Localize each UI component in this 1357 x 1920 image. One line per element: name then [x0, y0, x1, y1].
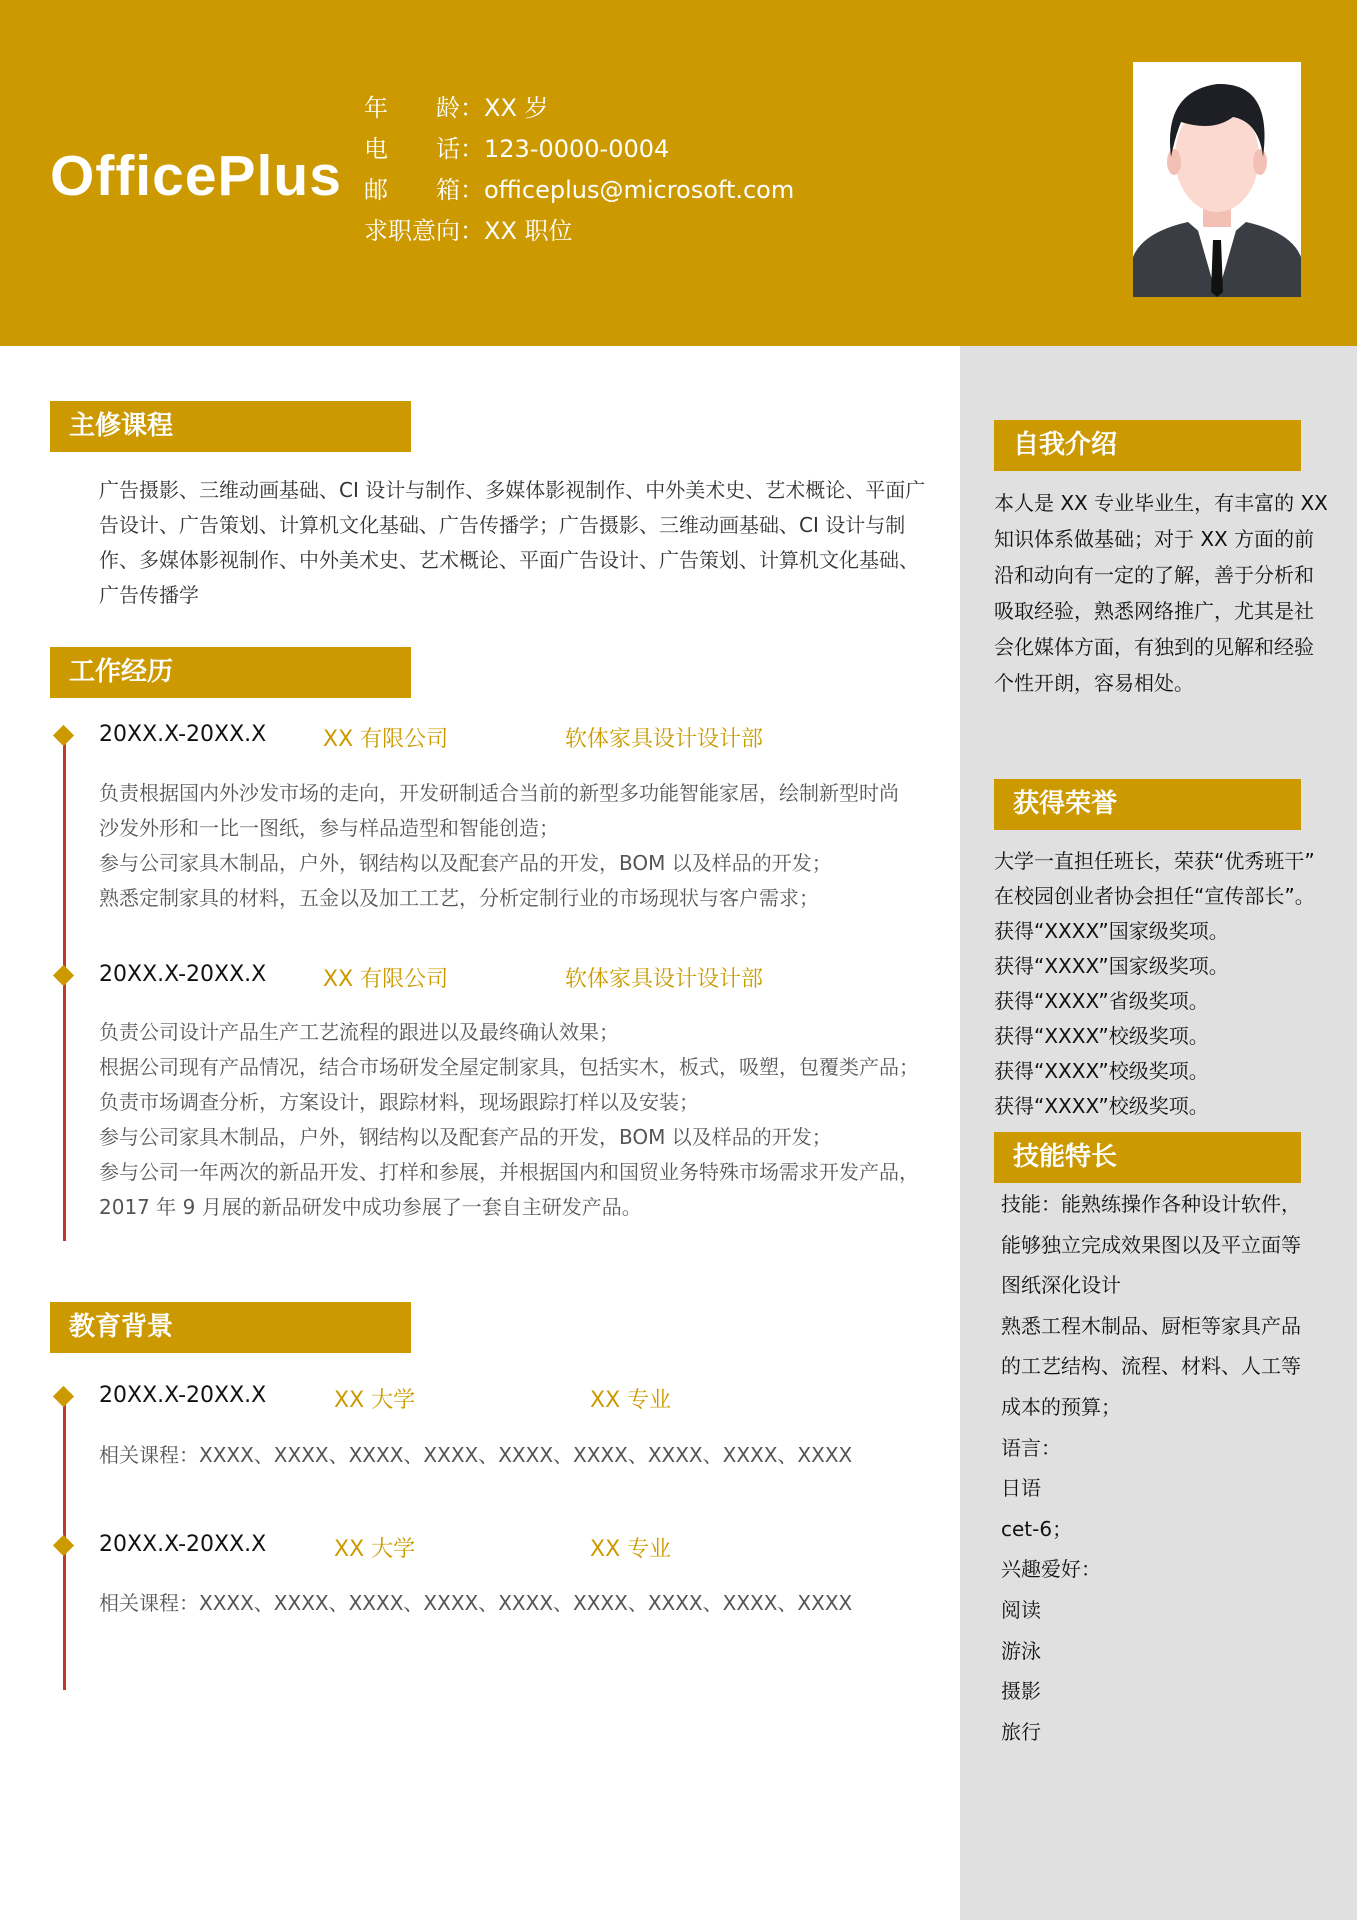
education-school: XX 大学	[334, 1388, 416, 1413]
info-row-phone	[364, 129, 794, 170]
work-company: XX 有限公司	[323, 967, 449, 992]
work-department: 软体家具设计设计部	[565, 727, 764, 752]
description-line: 负责市场调查分析，方案设计，跟踪材料，现场跟踪打样以及安装；	[99, 1090, 699, 1114]
honor-item: 获得“XXXX”省级奖项。	[994, 989, 1209, 1013]
section-title-about: 自我介绍	[994, 420, 1301, 471]
info-value: XX 岁	[484, 94, 549, 122]
work-date: 20XX.X-20XX.X	[99, 962, 267, 987]
description-line: 沙发外形和一比一图纸，参与样品造型和智能创造；	[99, 816, 559, 840]
info-label: 年 龄：	[364, 94, 484, 122]
education-major: XX 专业	[590, 1537, 672, 1562]
timeline-diamond-icon	[53, 965, 74, 986]
description-line: 负责根据国内外沙发市场的走向，开发研制适合当前的新型多功能智能家居，绘制新型时尚	[99, 781, 899, 805]
education-school: XX 大学	[334, 1537, 416, 1562]
description-line: 相关课程：XXXX、XXXX、XXXX、XXXX、XXXX、XXXX、XXXX、XXXX、XXXX	[99, 1443, 853, 1467]
about-line: 沿和动向有一定的了解，善于分析和	[994, 563, 1314, 587]
education-courses	[99, 1586, 929, 1621]
header-band	[0, 0, 1357, 346]
skill-line: 旅行	[1001, 1719, 1041, 1744]
work-description	[99, 776, 929, 916]
brand-name: OfficePlus	[50, 144, 342, 208]
education-courses	[99, 1438, 929, 1473]
profile-photo	[1133, 62, 1301, 297]
skill-line: 能够独立完成效果图以及平立面等	[1001, 1232, 1301, 1257]
description-line: 相关课程：XXXX、XXXX、XXXX、XXXX、XXXX、XXXX、XXXX、XXXX、XXXX	[99, 1591, 853, 1615]
avatar-icon	[1133, 62, 1301, 297]
info-value: 123-0000-0004	[484, 135, 670, 163]
info-value: XX 职位	[484, 217, 573, 245]
skill-line: cet-6；	[1001, 1516, 1073, 1541]
info-label: 电 话：	[364, 135, 484, 163]
about-line: 知识体系做基础；对于 XX 方面的前	[994, 527, 1315, 551]
description-line: 负责公司设计产品生产工艺流程的跟进以及最终确认效果；	[99, 1020, 619, 1044]
skills-list	[1001, 1184, 1341, 1752]
education-major: XX 专业	[590, 1388, 672, 1413]
info-label: 求职意向：	[364, 217, 484, 245]
section-title-education: 教育背景	[50, 1302, 411, 1353]
honor-item: 获得“XXXX”校级奖项。	[994, 1059, 1209, 1083]
info-label: 邮 箱：	[364, 176, 484, 204]
info-row-objective	[364, 211, 794, 252]
skill-line: 游泳	[1001, 1638, 1041, 1663]
section-title-honors: 获得荣誉	[994, 779, 1301, 830]
honor-item: 在校园创业者协会担任“宣传部长”。	[994, 884, 1315, 908]
work-department: 软体家具设计设计部	[565, 967, 764, 992]
description-line: 参与公司家具木制品，户外，钢结构以及配套产品的开发，BOM 以及样品的开发；	[99, 851, 832, 875]
timeline-diamond-icon	[53, 1386, 74, 1407]
honor-item: 获得“XXXX”国家级奖项。	[994, 954, 1229, 978]
honors-list	[994, 844, 1334, 1124]
contact-info	[364, 88, 794, 252]
about-line: 吸取经验，熟悉网络推广，尤其是社	[994, 599, 1314, 623]
description-line: 参与公司家具木制品，户外，钢结构以及配套产品的开发，BOM 以及样品的开发；	[99, 1125, 832, 1149]
skill-line: 图纸深化设计	[1001, 1273, 1121, 1298]
skill-line: 摄影	[1001, 1679, 1041, 1704]
description-line: 2017 年 9 月展的新品研发中成功参展了一套自主研发产品。	[99, 1195, 642, 1219]
work-description	[99, 1015, 929, 1225]
section-title-courses: 主修课程	[50, 401, 411, 452]
honor-item: 获得“XXXX”校级奖项。	[994, 1094, 1209, 1118]
skill-line: 的工艺结构、流程、材料、人工等	[1001, 1354, 1301, 1379]
skill-line: 熟悉工程木制品、厨柜等家具产品	[1001, 1313, 1301, 1338]
work-date: 20XX.X-20XX.X	[99, 722, 267, 747]
description-line: 根据公司现有产品情况，结合市场研发全屋定制家具，包括实木，板式，吸塑，包覆类产品；	[99, 1055, 919, 1079]
education-date: 20XX.X-20XX.X	[99, 1532, 267, 1557]
honor-item: 获得“XXXX”国家级奖项。	[994, 919, 1229, 943]
info-row-age	[364, 88, 794, 129]
skill-line: 阅读	[1001, 1597, 1041, 1622]
info-row-email	[364, 170, 794, 211]
timeline-diamond-icon	[53, 1535, 74, 1556]
about-text	[994, 485, 1334, 701]
honor-item: 大学一直担任班长，荣获“优秀班干”	[994, 849, 1315, 873]
work-company: XX 有限公司	[323, 727, 449, 752]
honor-item: 获得“XXXX”校级奖项。	[994, 1024, 1209, 1048]
education-date: 20XX.X-20XX.X	[99, 1383, 267, 1408]
description-line: 熟悉定制家具的材料，五金以及加工工艺，分析定制行业的市场现状与客户需求；	[99, 886, 819, 910]
description-line: 参与公司一年两次的新品开发、打样和参展，并根据国内和国贸业务特殊市场需求开发产品，	[99, 1160, 919, 1184]
courses-text: 广告摄影、三维动画基础、CI 设计与制作、多媒体影视制作、中外美术史、艺术概论、平面广告设计、广告策划、计算机文化基础、广告传播学；广告摄影、三维动画基础、CI 设计与制作、多媒体影视制作、中外美术史、艺术概论、平面广告设计、广告策划、计算机文化基础、广告传播学	[99, 478, 926, 607]
skill-line: 兴趣爱好：	[1001, 1557, 1101, 1582]
timeline-diamond-icon	[53, 725, 74, 746]
about-line: 会化媒体方面，有独到的见解和经验	[994, 635, 1314, 659]
work-timeline-line	[63, 736, 66, 1241]
info-value: officeplus@microsoft.com	[484, 176, 795, 204]
section-title-skills: 技能特长	[994, 1132, 1301, 1183]
skill-line: 日语	[1001, 1476, 1041, 1501]
skill-line: 技能：能熟练操作各种设计软件，	[1001, 1192, 1301, 1216]
about-line: 个性开朗，容易相处。	[994, 671, 1194, 695]
section-title-work: 工作经历	[50, 647, 411, 698]
skill-line: 语言：	[1001, 1435, 1061, 1460]
about-line: 本人是 XX 专业毕业生，有丰富的 XX	[994, 491, 1328, 515]
skill-line: 成本的预算；	[1001, 1394, 1121, 1419]
